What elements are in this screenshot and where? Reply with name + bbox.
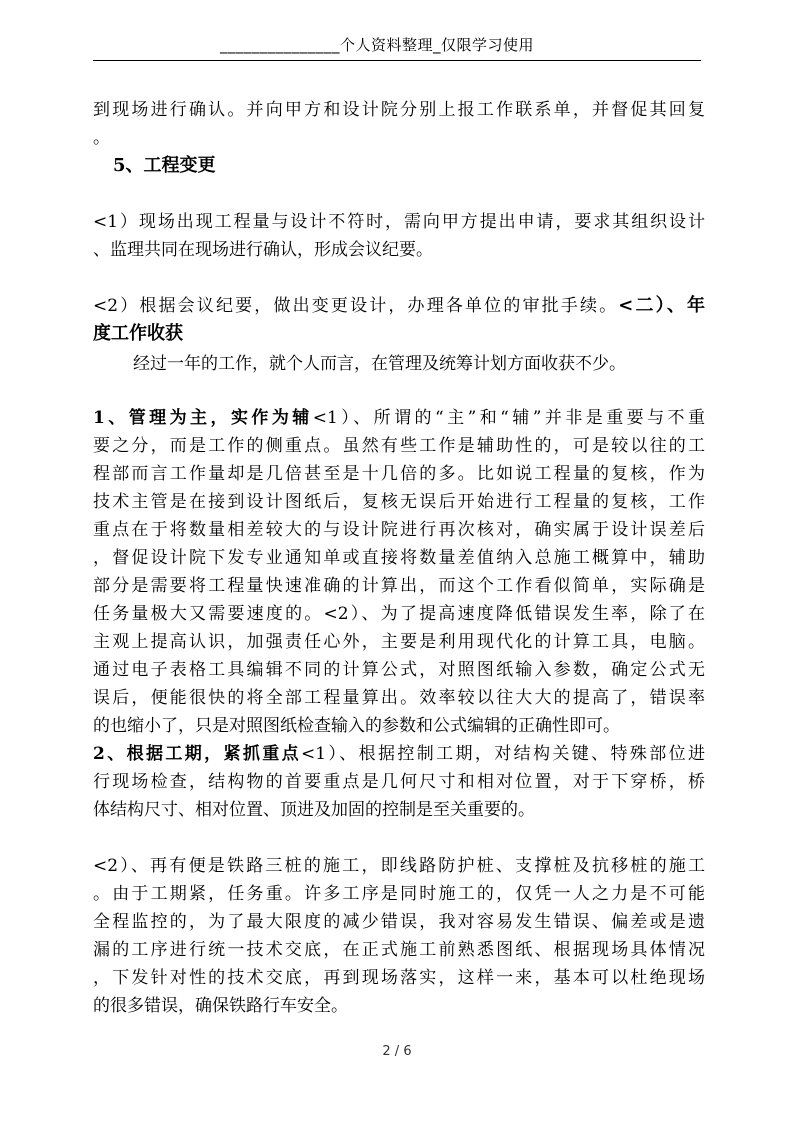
paragraph-confirm [93, 96, 705, 152]
text-line [93, 292, 705, 320]
paragraph-schedule [93, 740, 705, 824]
text-line: 全程监控的，为了最大限度的减少错误，我对容易发生错误、偏差或是遗 [93, 912, 705, 932]
text-line: ，下发针对性的技术交底，再到现场落实，这样一来，基本可以杜绝现场 [93, 968, 705, 988]
text-run: <1）、所谓的“主”和“辅”并非是重要与不重 [312, 408, 705, 428]
paragraph-summary: 经过一年的工作，就个人而言，在管理及统筹计划方面收获不少。 [133, 354, 626, 374]
annual-gains-heading: <二）、年 [618, 295, 705, 316]
text-line: <1）现场出现工程量与设计不符时，需向甲方提出申请，要求其组织设计 [93, 212, 705, 232]
header-title: 个人资料整理_仅限学习使用 [340, 36, 535, 54]
text-line: 的很多错误，确保铁路行车安全。 [93, 996, 348, 1016]
text-line: 任务量极大又需要速度的。<2）、为了提高速度降低错误发生率，除了在 [93, 604, 705, 624]
text-line: 的也缩小了，只是对照图纸检查输入的参数和公式编辑的正确性即可。 [93, 716, 620, 736]
page-header [220, 34, 534, 55]
text-line: 到现场进行确认。并向甲方和设计院分别上报工作联系单，并督促其回复 [93, 100, 705, 120]
text-line: <2）、再有便是铁路三桩的施工，即线路防护桩、支撑桩及抗移桩的施工 [93, 856, 705, 876]
text-line [93, 740, 705, 768]
annual-gains-heading-cont: 度工作收获 [93, 323, 183, 344]
text-line: 技术主管是在接到设计图纸后，复核无误后开始进行工程量的复核，工作 [93, 492, 705, 512]
paragraph-change-1 [93, 208, 705, 264]
text-line: ，督促设计院下发专业通知单或直接将数量差值纳入总施工概算中，辅助 [93, 548, 705, 568]
paragraph-change-2 [93, 292, 705, 348]
header-underscores: _______________ [220, 36, 340, 54]
text-line: 。 [93, 128, 110, 148]
paragraph-railway-piles [93, 852, 705, 1020]
paragraph-management [93, 404, 705, 740]
text-line: 程部而言工作量却是几倍甚至是十几倍的多。比如说工程量的复核，作为 [93, 464, 705, 484]
text-line: 部分是需要将工程量快速准确的计算出，而这个工作看似简单，实际确是 [93, 576, 705, 596]
text-line: 主观上提高认识，加强责任心外，主要是利用现代化的计算工具，电脑。 [93, 632, 705, 652]
text-run: <2）根据会议纪要，做出变更设计，办理各单位的审批手续。 [93, 296, 619, 316]
management-heading: 1、管理为主，实作为辅 [93, 408, 313, 428]
text-line: 行现场检查，结构物的首要重点是几何尺寸和相对位置，对于下穿桥，桥 [93, 772, 705, 792]
text-run: <1）、根据控制工期，对结构关键、特殊部位进 [300, 744, 705, 764]
text-line: 误后，便能很快的将全部工程量算出。效率较以往大大的提高了，错误率 [93, 688, 705, 708]
text-line: 漏的工序进行统一技术交底，在正式施工前熟悉图纸、根据现场具体情况 [93, 940, 705, 960]
text-line: 通过电子表格工具编辑不同的计算公式，对照图纸输入参数，确定公式无 [93, 660, 705, 680]
text-line: 体结构尺寸、相对位置、顶进及加固的控制是至关重要的。 [93, 800, 535, 820]
header-rule [93, 60, 701, 61]
section-heading-engineering-change: 5、工程变更 [113, 155, 216, 176]
text-line: 要之分，而是工作的侧重点。虽然有些工作是辅助性的，可是较以往的工 [93, 436, 705, 456]
text-line: 。由于工期紧，任务重。许多工序是同时施工的，仅凭一人之力是不可能 [93, 884, 705, 904]
text-line: 重点在于将数量相差较大的与设计院进行再次核对，确实属于设计误差后 [93, 520, 705, 540]
text-line: 、监理共同在现场进行确认，形成会议纪要。 [93, 240, 433, 260]
schedule-heading: 2、根据工期，紧抓重点 [93, 744, 301, 764]
page-number: 2 / 6 [382, 1044, 412, 1059]
text-line [93, 404, 705, 432]
